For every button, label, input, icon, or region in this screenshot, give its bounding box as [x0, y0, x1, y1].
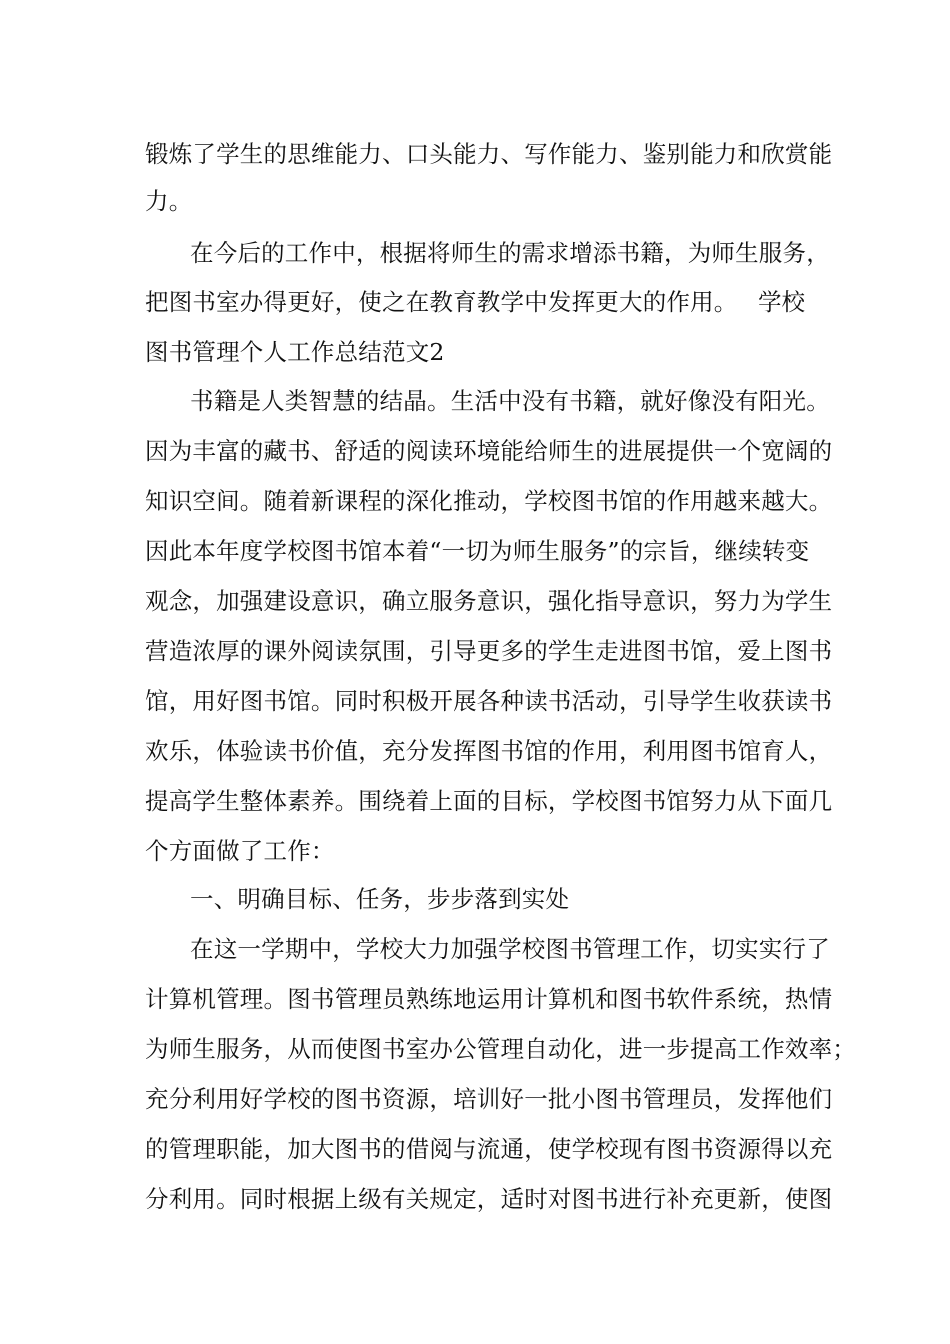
text-line: 因此本年度学校图书馆本着“一切为师生服务”的宗旨，继续转变 [145, 537, 810, 565]
paragraph-first-line: 在这一学期中，学校大力加强学校图书管理工作，切实实行了 [190, 935, 830, 963]
text-line: 因为丰富的藏书、舒适的阅读环境能给师生的进展提供一个宽阔的 [145, 437, 833, 465]
text-line: 计算机管理。图书管理员熟练地运用计算机和图书软件系统，热情 [145, 985, 833, 1013]
paragraph-first-line: 在今后的工作中，根据将师生的需求增添书籍，为师生服务， [190, 239, 830, 267]
text-line: 的管理职能，加大图书的借阅与流通，使学校现有图书资源得以充 [145, 1135, 833, 1163]
text-line: 把图书室办得更好，使之在教育教学中发挥更大的作用。 [145, 288, 738, 316]
section-title-start: 学校 [758, 288, 805, 316]
paragraph-first-line: 书籍是人类智慧的结晶。生活中没有书籍，就好像没有阳光。 [190, 387, 830, 415]
text-line: 欢乐，体验读书价值，充分发挥图书馆的作用，利用图书馆育人， [145, 737, 833, 765]
text-line: 个方面做了工作： [145, 837, 335, 865]
text-line: 分利用。同时根据上级有关规定，适时对图书进行补充更新，使图 [145, 1185, 833, 1213]
text-line: 观念，加强建设意识，确立服务意识，强化指导意识，努力为学生 [145, 587, 833, 615]
text-line: 知识空间。随着新课程的深化推动，学校图书馆的作用越来越大。 [145, 487, 833, 515]
text-line: 馆，用好图书馆。同时积极开展各种读书活动，引导学生收获读书 [145, 687, 833, 715]
text-line: 营造浓厚的课外阅读氛围，引导更多的学生走进图书馆，爱上图书 [145, 637, 833, 665]
text-line: 为师生服务，从而使图书室办公管理自动化，进一步提高工作效率； [145, 1035, 856, 1063]
section-title: 图书管理个人工作总结范文2 [145, 338, 445, 366]
text-line: 提高学生整体素养。围绕着上面的目标，学校图书馆努力从下面几 [145, 787, 833, 815]
text-line: 力。 [145, 187, 193, 215]
subsection-heading: 一、明确目标、任务，步步落到实处 [190, 885, 570, 913]
text-line: 充分利用好学校的图书资源，培训好一批小图书管理员，发挥他们 [145, 1085, 833, 1113]
text-line: 锻炼了学生的思维能力、口头能力、写作能力、鉴别能力和欣赏能 [145, 140, 833, 168]
